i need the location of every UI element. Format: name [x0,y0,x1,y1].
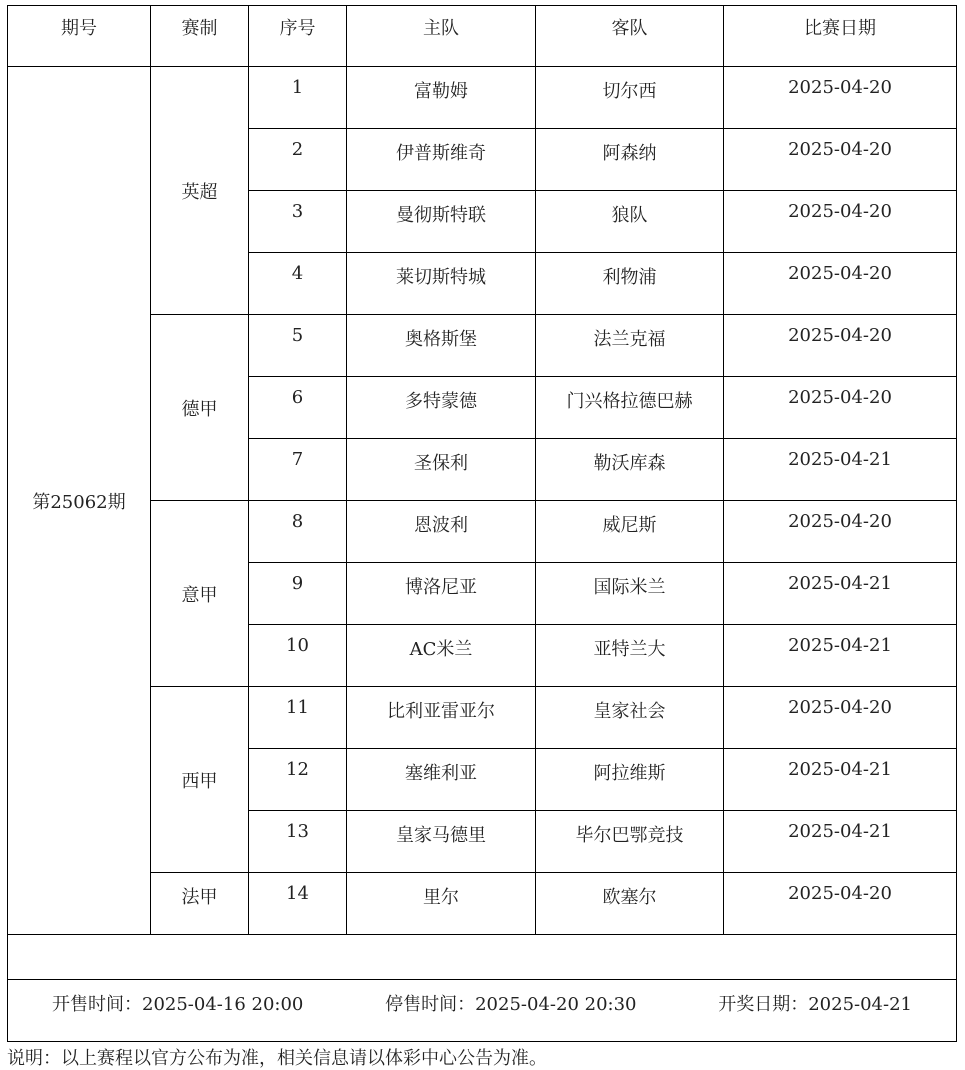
seq-cell: 2 [249,129,347,191]
match-date-cell: 2025-04-20 [724,501,957,563]
table-row [8,873,957,935]
period-cell: 第25062期 [8,67,151,935]
blank-cell [8,935,957,980]
table-row [8,501,957,563]
away-team-cell: 阿森纳 [536,129,724,191]
home-team-cell: 曼彻斯特联 [347,191,536,253]
sale-stop-time: 停售时间：2025-04-20 20:30 [385,994,637,1015]
blank-row [8,935,957,980]
match-date-cell: 2025-04-21 [724,439,957,501]
seq-cell: 14 [249,873,347,935]
seq-cell: 13 [249,811,347,873]
table-row [8,315,957,377]
away-team-cell: 阿拉维斯 [536,749,724,811]
sale-info-cell [8,980,957,1042]
header-row [8,6,957,67]
home-team-cell: 恩波利 [347,501,536,563]
match-date-cell: 2025-04-20 [724,129,957,191]
header-league: 赛制 [151,6,249,67]
away-team-cell: 皇家社会 [536,687,724,749]
match-date-cell: 2025-04-21 [724,625,957,687]
away-team-cell: 亚特兰大 [536,625,724,687]
seq-cell: 6 [249,377,347,439]
away-team-cell: 门兴格拉德巴赫 [536,377,724,439]
header-home: 主队 [347,6,536,67]
header-away: 客队 [536,6,724,67]
seq-cell: 8 [249,501,347,563]
match-date-cell: 2025-04-20 [724,687,957,749]
league-cell: 德甲 [151,315,249,501]
away-team-cell: 利物浦 [536,253,724,315]
home-team-cell: 皇家马德里 [347,811,536,873]
league-cell: 英超 [151,67,249,315]
league-cell: 西甲 [151,687,249,873]
away-team-cell: 毕尔巴鄂竞技 [536,811,724,873]
home-team-cell: 奥格斯堡 [347,315,536,377]
seq-cell: 9 [249,563,347,625]
match-date-cell: 2025-04-20 [724,873,957,935]
sale-info [8,990,956,1016]
home-team-cell: 多特蒙德 [347,377,536,439]
match-date-cell: 2025-04-20 [724,191,957,253]
match-date-cell: 2025-04-20 [724,67,957,129]
seq-cell: 4 [249,253,347,315]
seq-cell: 7 [249,439,347,501]
away-team-cell: 切尔西 [536,67,724,129]
league-cell: 法甲 [151,873,249,935]
header-seq: 序号 [249,6,347,67]
home-team-cell: 伊普斯维奇 [347,129,536,191]
home-team-cell: 里尔 [347,873,536,935]
seq-cell: 5 [249,315,347,377]
match-date-cell: 2025-04-21 [724,749,957,811]
away-team-cell: 勒沃库森 [536,439,724,501]
seq-cell: 1 [249,67,347,129]
away-team-cell: 狼队 [536,191,724,253]
away-team-cell: 法兰克福 [536,315,724,377]
header-date: 比赛日期 [724,6,957,67]
seq-cell: 3 [249,191,347,253]
seq-cell: 12 [249,749,347,811]
match-date-cell: 2025-04-20 [724,253,957,315]
seq-cell: 11 [249,687,347,749]
sale-start-time: 开售时间：2025-04-16 20:00 [52,994,304,1015]
header-period: 期号 [8,6,151,67]
footnote: 说明：以上赛程以官方公布为准，相关信息请以体彩中心公告为准。 [7,1048,547,1069]
seq-cell: 10 [249,625,347,687]
away-team-cell: 国际米兰 [536,563,724,625]
league-cell: 意甲 [151,501,249,687]
match-date-cell: 2025-04-20 [724,315,957,377]
table-row [8,687,957,749]
match-date-cell: 2025-04-21 [724,811,957,873]
home-team-cell: 圣保利 [347,439,536,501]
home-team-cell: AC米兰 [347,625,536,687]
match-schedule-table [7,5,957,1042]
home-team-cell: 富勒姆 [347,67,536,129]
home-team-cell: 塞维利亚 [347,749,536,811]
away-team-cell: 威尼斯 [536,501,724,563]
draw-date: 开奖日期：2025-04-21 [718,994,912,1015]
match-date-cell: 2025-04-20 [724,377,957,439]
table-row [8,67,957,129]
home-team-cell: 莱切斯特城 [347,253,536,315]
home-team-cell: 博洛尼亚 [347,563,536,625]
match-date-cell: 2025-04-21 [724,563,957,625]
home-team-cell: 比利亚雷亚尔 [347,687,536,749]
away-team-cell: 欧塞尔 [536,873,724,935]
footer-row [8,980,957,1042]
